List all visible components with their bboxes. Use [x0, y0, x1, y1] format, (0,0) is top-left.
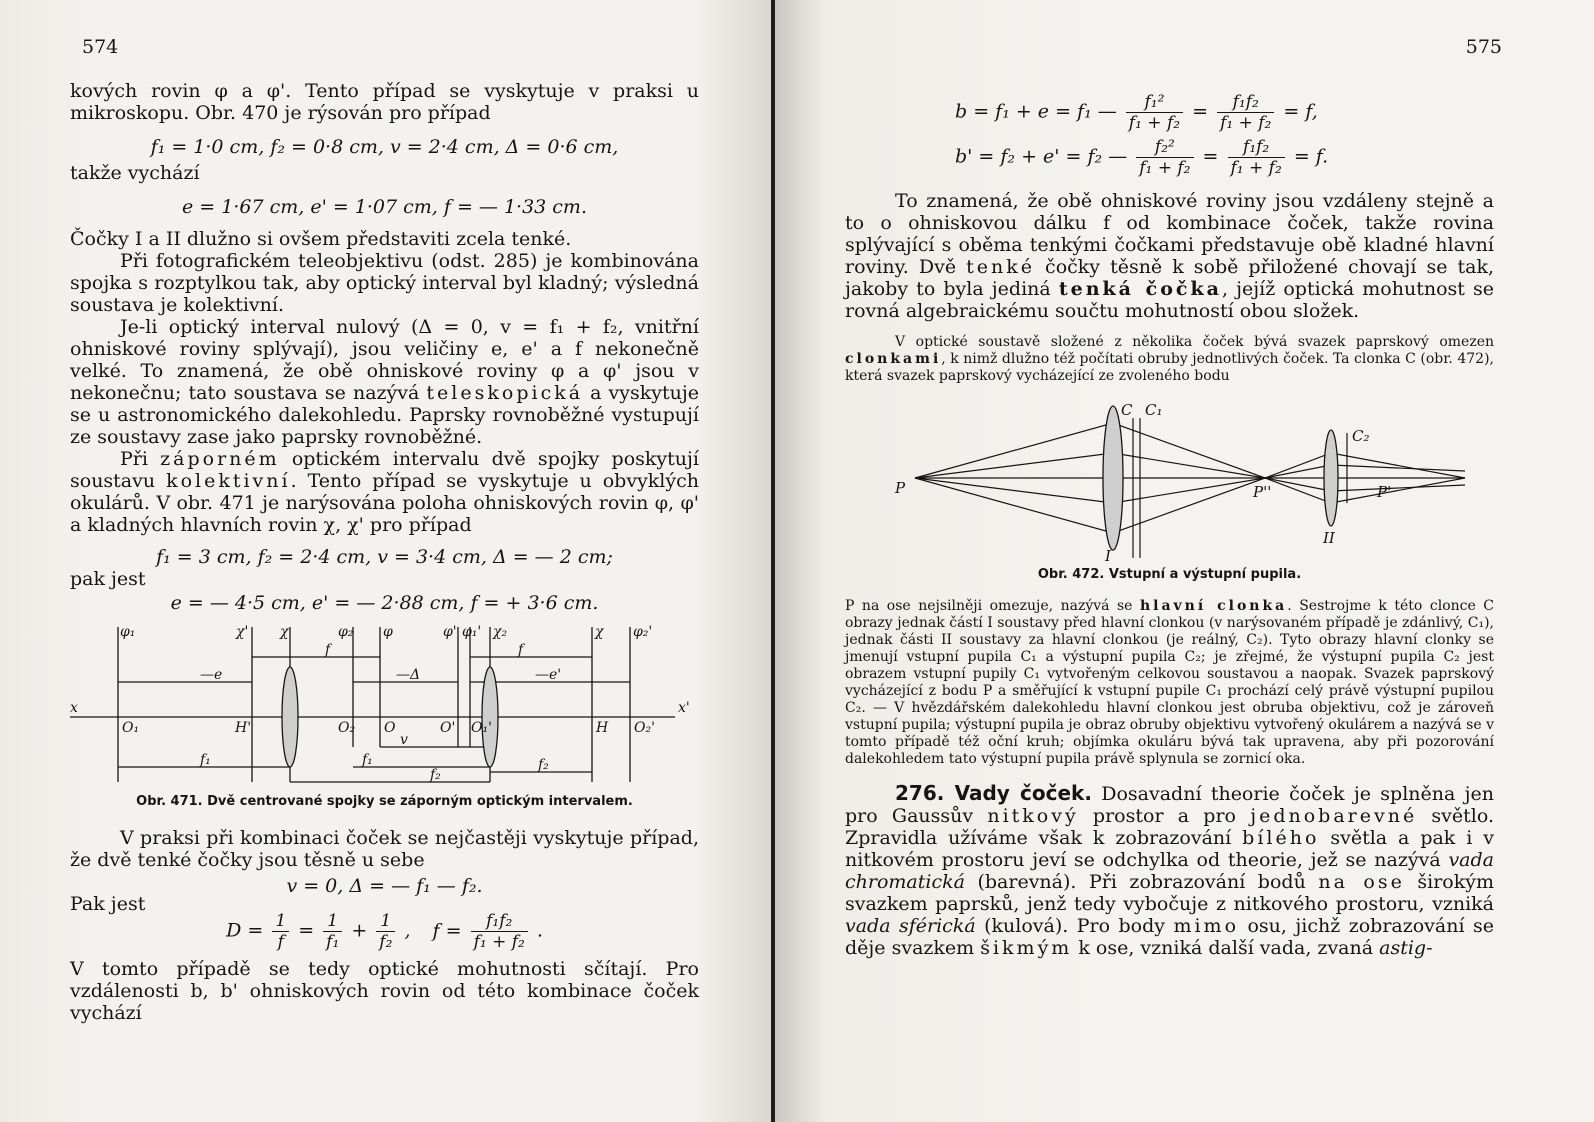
frac1-num: 1: [272, 911, 289, 932]
right-paragraph-1: [845, 190, 1494, 322]
rp1-c: , jejíž optická mohutnost se rovná algebraickému součtu mohutností obou složek.: [845, 278, 1495, 322]
eq6-frac-4: [471, 911, 528, 952]
rp2-a: Dosavadní theorie čoček je splněna jen pro Gaussův: [845, 783, 1494, 827]
frac4-den: f₁ + f₂: [473, 932, 525, 952]
left-equation-3: f₁ = 3 cm, f₂ = 2·4 cm, v = 3·4 cm, Δ = — 2 cm;: [156, 546, 613, 568]
left-p5-em1: záporném: [160, 448, 280, 470]
rp2-em5: mimo: [1173, 915, 1240, 937]
rs2-em: hlavní clonka: [1139, 598, 1288, 614]
rp2-em4: na ose: [1318, 871, 1405, 893]
label-x-prime: x': [678, 700, 690, 716]
eqbp-frac-1: [1136, 137, 1193, 178]
page-number-right: 575: [1465, 36, 1502, 58]
frac1-den: f: [277, 932, 284, 952]
rs2-b: . Sestrojme k této clonce C obrazy jednak částí I soustavy před hlavní clonkou (v narýsovaném případě je zdánlivý, C₁), jednak části II soustavy za hlavní clonkou (je reálný, C₂). Tyto obrazy hlavní clonky se jmenují vstupní pupila C₁ a výstupní pupila C₂; je zřejmé, že výstupní pupila C₂ jest obrazem vstupní pupily C₁ vytvořeným celkovou soustavou a naopak. Svazek paprskový vycházející z bodu P a směřující k vstupní pupile C₁ prochází celý právě výstupní pupilou C₂. — V hvězdářském dalekohledu hlavní clonkou jest obruba objektivu, což je zároveň vstupní pupila; výstupní pupila je obraz obruby objektivu vytvořený okulárem a nazývá se v tomto případě též oční kruh; objímka okuláru bývá tak upravena, aby při pozorování dalekohledem tato výstupní pupila právě splynula se zornicí oka.: [845, 598, 1494, 767]
eq6-eq-sign: =: [298, 919, 315, 942]
rp2-it2: vada sférická: [845, 915, 976, 937]
eq6-comma: ,: [404, 919, 411, 942]
label-phi2-prime: φ₂': [633, 624, 653, 640]
figure-472: [865, 393, 1485, 563]
rp2-i: k ose, vzniká další vada, zvaná: [1072, 937, 1380, 959]
left-p5-a: Při: [120, 448, 161, 470]
fig472-label-P: P: [895, 479, 906, 497]
left-p5-b: optickém intervalu dvě spojky poskytují soustavu: [70, 448, 699, 492]
rp2-h: osu, jichž zobrazování se děje svazkem: [845, 915, 1494, 959]
left-text-pak-jest-2: Pak jest: [70, 893, 146, 915]
rp2-em2: jednobarevné: [1250, 805, 1418, 827]
left-p4-em: teleskopická: [426, 382, 584, 404]
ray-upper: [915, 423, 1465, 478]
left-p5-em2: kolektivní: [166, 470, 291, 492]
label-H: H: [596, 720, 609, 736]
eqb-n2: f₁f₂: [1217, 92, 1274, 113]
rs1-em: clonkami: [845, 351, 942, 367]
eq6-period: .: [536, 919, 543, 942]
left-equation-2: e = 1·67 cm, e' = 1·07 cm, f = — 1·33 cm.: [182, 196, 587, 218]
label-chi2: χ₂: [493, 624, 508, 640]
eqb-frac-2: [1217, 92, 1274, 133]
section-title-276: 276. Vady čoček.: [895, 781, 1092, 805]
eqbp-d2: f₁ + f₂: [1230, 158, 1282, 178]
eqbp-n1: f₂²: [1136, 137, 1193, 158]
frac2-num: 1: [323, 911, 342, 932]
left-p4-b: a vyskytuje se u astronomického dalekohledu. Paprsky rovnoběžné vystupují ze soustavy zase jako paprsky rovnoběžné.: [70, 382, 699, 448]
label-O2: O₂: [338, 720, 356, 736]
lens-I: [1103, 406, 1123, 550]
rp2-it3: astig-: [1379, 937, 1433, 959]
left-text-pak-jest: pak jest: [70, 568, 146, 590]
label-f1-b: f₁: [362, 752, 373, 768]
eqbp-n2: f₁f₂: [1228, 137, 1285, 158]
right-paragraph-2: [845, 782, 1494, 959]
label-phi2: φ₂: [338, 624, 354, 640]
label-phi1: φ₁: [120, 624, 136, 640]
eqb-d1: f₁ + f₂: [1128, 113, 1181, 133]
left-text-takze: takže vychází: [70, 162, 200, 184]
rp2-em1: nitkový: [987, 805, 1079, 827]
rp1-a: To znamená, že obě ohniskové roviny jsou vzdáleny stejně a to o ohniskovou dálku f od kombinace čoček, takže rovina splývající s oběma tenkými čočkami představuje obě kladné hlavní roviny. Dvě: [845, 190, 1494, 278]
left-paragraph-1: kových rovin φ a φ'. Tento případ se vyskytuje v praksi u mikroskopu. Obr. 470 je rýsován pro případ: [70, 80, 699, 124]
label-phi: φ: [383, 624, 393, 640]
eqbp-frac-2: [1228, 137, 1285, 178]
right-page: [775, 0, 1594, 1122]
fig472-label-C: C: [1121, 401, 1133, 419]
rs1-a: V optické soustavě složené z několika čoček bývá svazek paprskový omezen: [895, 334, 1494, 350]
rp2-f: širokým svazkem paprsků, jenž tedy vybočuje z nitkového prostoru, vzniká: [845, 871, 1494, 915]
left-paragraph-7: V tomto případě se tedy optické mohutnosti sčítají. Pro vzdálenosti b, b' ohniskových rovin od této kombinace čoček vychází: [70, 958, 699, 1024]
label-phi-prime: φ': [443, 624, 457, 640]
rp2-em3: bílého: [1242, 827, 1320, 849]
label-f2: f₂: [430, 767, 441, 783]
rp1-b: čočky těsně k sobě přiložené chovají se tak, jakoby to byla jediná: [845, 256, 1494, 300]
rp2-d: světla a pak i v nitkovém prostoru jeví se odchylka od theorie, jež se nazývá: [845, 827, 1495, 871]
lens-II: [1324, 430, 1338, 526]
fig472-label-II: II: [1323, 529, 1335, 547]
right-equation-b: [955, 92, 1494, 133]
eqb-d2: f₁ + f₂: [1220, 113, 1272, 133]
fig472-label-P-double-prime: P'': [1253, 483, 1272, 501]
frac3-den: f₂: [379, 932, 393, 952]
eq6-f-eq: f =: [432, 919, 462, 942]
rs2-a: P na ose nejsilněji omezuje, nazývá se: [845, 598, 1140, 614]
eq6-frac-1: [272, 911, 289, 952]
label-O2-prime: O₂': [634, 720, 655, 736]
frac3-num: 1: [376, 911, 395, 932]
ray-mid-upper: [915, 453, 1465, 478]
label-f2-b: f₂: [538, 757, 549, 773]
rp2-b: prostor a pro: [1078, 805, 1251, 827]
rp2-e: (barevná). Při zobrazování bodů: [964, 871, 1319, 893]
eq6-frac-2: [323, 911, 342, 952]
right-equation-b-prime: [955, 137, 1494, 178]
eq6-plus: +: [351, 919, 368, 942]
figure-472-caption: Obr. 472. Vstupní a výstupní pupila.: [1037, 567, 1302, 582]
label-v: v: [400, 732, 408, 748]
eqb-frac-1: [1126, 92, 1183, 133]
left-equation-6: [70, 911, 699, 952]
rp2-em6: šikmým: [980, 937, 1073, 959]
eq6-frac-3: [376, 911, 395, 952]
frac4-num: f₁f₂: [471, 911, 528, 932]
right-small-paragraph-1: [845, 334, 1494, 385]
frac2-den: f₁: [326, 932, 340, 952]
label-minus-e-prime: —e': [535, 667, 562, 683]
left-equation-5: v = 0, Δ = — f₁ — f₂.: [286, 875, 483, 897]
label-f1: f₁: [200, 752, 211, 768]
label-f: f: [325, 642, 331, 658]
fig472-label-C1: C₁: [1145, 401, 1163, 419]
label-minus-delta: —Δ: [396, 667, 421, 683]
label-O1-prime: O₁': [471, 720, 492, 736]
left-paragraph-2: Čočky I a II dlužno si ovšem představiti zcela tenké.: [70, 228, 572, 250]
left-equation-1: f₁ = 1·0 cm, f₂ = 0·8 cm, v = 2·4 cm, Δ = 0·6 cm,: [150, 136, 619, 158]
lens-1: [282, 667, 298, 767]
eqbp-d1: f₁ + f₂: [1139, 158, 1191, 178]
figure-471-caption: Obr. 471. Dvě centrované spojky se záporným optickým intervalem.: [136, 794, 633, 809]
rp2-it1: vada chromatická: [845, 849, 1494, 893]
label-O-prime: O': [440, 720, 456, 736]
label-O1: O₁: [122, 720, 140, 736]
left-page: [0, 0, 771, 1122]
left-paragraph-4: [70, 316, 699, 448]
eqb-mid: =: [1192, 100, 1209, 123]
rs1-b: , k nimž dlužno též počítati obruby jednotlivých čoček. Ta clonka C (obr. 472), která svazek paprskový vycházející ze zvoleného bodu: [845, 351, 1494, 384]
rp1-em1: tenké: [966, 256, 1035, 278]
label-f-right: f: [518, 642, 524, 658]
left-p5-c: . Tento případ se vyskytuje u obvyklých okulárů. V obr. 471 je narýsována poloha ohniskových rovin φ, φ' a kladných hlavních rovin χ, χ' pro případ: [70, 470, 699, 536]
label-minus-e: —e: [200, 667, 223, 683]
eqbp-mid: =: [1202, 145, 1219, 168]
label-chi-right: χ: [595, 624, 604, 640]
left-p4-a: Je-li optický interval nulový (Δ = 0, v = f₁ + f₂, vnitřní ohniskové roviny splývají), jsou veličiny e, e' a f nekonečně velké. To znamená, že obě ohniskové roviny φ a φ' jsou v nekonečnu; tato soustava se nazývá: [70, 316, 699, 404]
fig472-label-C2: C₂: [1352, 427, 1370, 445]
right-small-paragraph-2: [845, 598, 1494, 768]
rp2-g: (kulová). Pro body: [975, 915, 1174, 937]
rp2-c: světlo. Zpravidla užíváme však k zobrazování: [845, 805, 1495, 849]
page-number-left: 574: [82, 36, 119, 58]
label-x: x: [70, 700, 78, 716]
eq6-D: D =: [226, 919, 264, 942]
left-paragraph-5: [70, 448, 699, 536]
lens-2: [482, 667, 498, 767]
rp1-em2: tenká čočka: [1058, 278, 1222, 300]
left-equation-4: e = — 4·5 cm, e' = — 2·88 cm, f = + 3·6 cm.: [170, 592, 599, 614]
label-H-prime: H': [235, 720, 252, 736]
eqbp-end: = f.: [1293, 145, 1329, 168]
left-paragraph-3: Při fotografickém teleobjektivu (odst. 285) je kombinována spojka s rozptylkou tak, aby optický interval byl kladný; výsledná soustava je kolektivní.: [70, 250, 699, 316]
label-chi: χ: [280, 624, 289, 640]
fig472-label-P-prime: P': [1377, 483, 1392, 501]
eqb-end: = f,: [1283, 100, 1318, 123]
label-phi1-prime: φ₁': [462, 624, 482, 640]
fig472-label-I: I: [1105, 547, 1111, 563]
eqb-lhs: b = f₁ + e = f₁ —: [955, 100, 1117, 123]
eqb-n1: f₁²: [1126, 92, 1183, 113]
left-paragraph-6: V praksi při kombinaci čoček se nejčastěji vyskytuje případ, že dvě tenké čočky jsou těsně u sebe: [70, 827, 699, 871]
figure-471: [70, 622, 699, 792]
label-O: O: [384, 720, 396, 736]
eqbp-lhs: b' = f₂ + e' = f₂ —: [955, 145, 1128, 168]
label-chi-prime: χ': [236, 624, 249, 640]
